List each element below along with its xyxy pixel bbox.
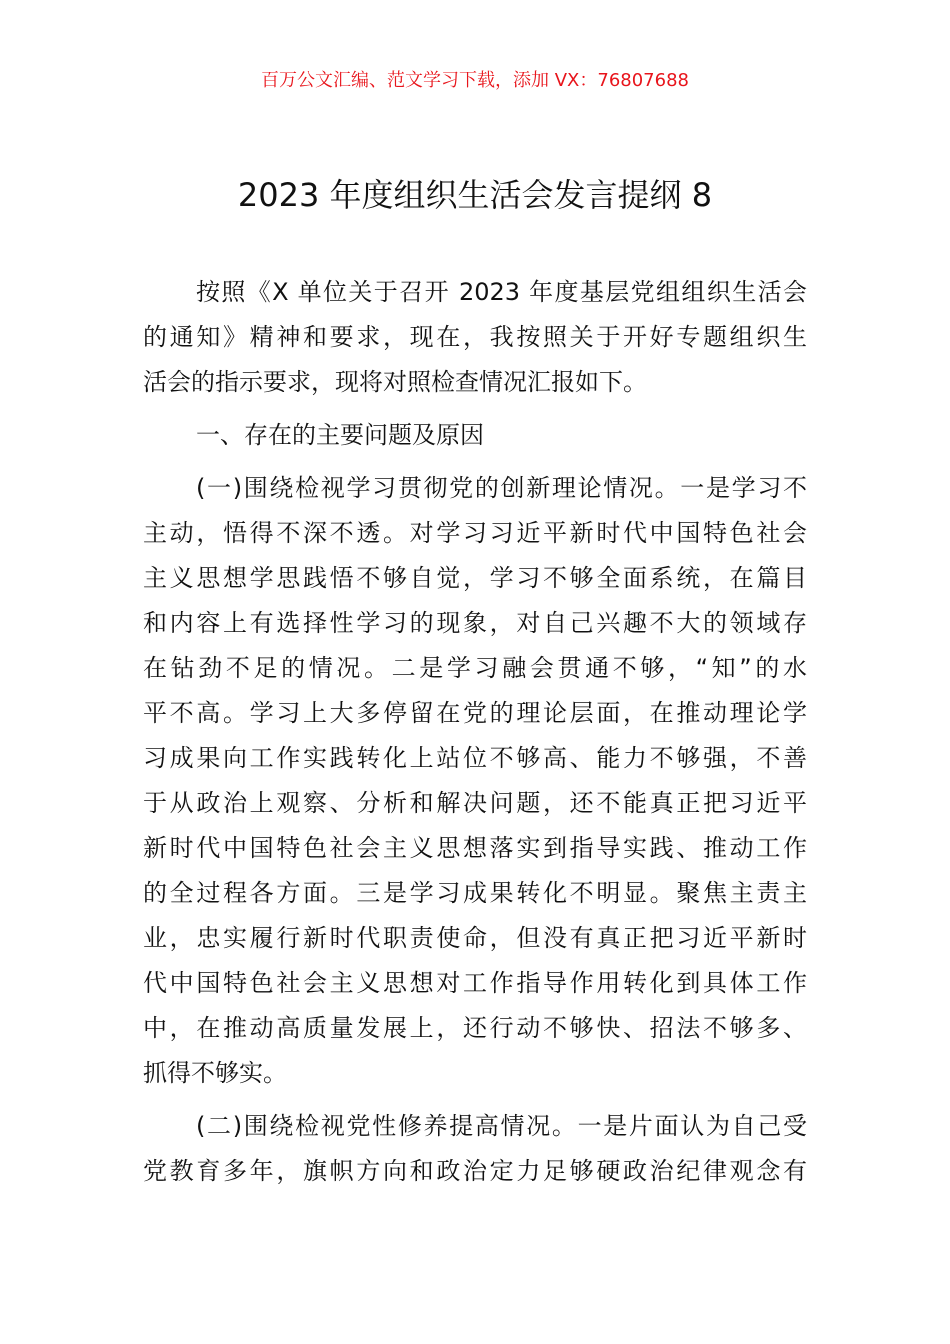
text-line: 按照《X 单位关于召开 2023 年度基层党组组织生活会 bbox=[196, 278, 807, 306]
watermark-banner: 百万公文汇编、范文学习下载，添加 VX：76807688 bbox=[261, 70, 689, 91]
text-line: 新时代中国特色社会主义思想落实到指导实践、推动工作 bbox=[143, 834, 807, 862]
text-line: 和内容上有选择性学习的现象，对自己兴趣不大的领域存 bbox=[143, 609, 807, 637]
text-line: 抓得不够实。 bbox=[143, 1059, 287, 1087]
document-title: 2023 年度组织生活会发言提纲 8 bbox=[237, 176, 713, 214]
paragraph-item-2 bbox=[143, 1104, 807, 1194]
text-line: 于从政治上观察、分析和解决问题，还不能真正把习近平 bbox=[143, 789, 807, 817]
text-line: 的全过程各方面。三是学习成果转化不明显。聚焦主责主 bbox=[143, 879, 807, 907]
text-line: 主义思想学思践悟不够自觉，学习不够全面系统，在篇目 bbox=[143, 564, 807, 592]
text-line: 在钻劲不足的情况。二是学习融会贯通不够，“知”的水 bbox=[143, 654, 807, 682]
text-line: 活会的指示要求，现将对照检查情况汇报如下。 bbox=[143, 368, 647, 396]
text-line: 中，在推动高质量发展上，还行动不够快、招法不够多、 bbox=[143, 1014, 807, 1042]
text-line: (一)围绕检视学习贯彻党的创新理论情况。一是学习不 bbox=[196, 474, 807, 502]
text-line: 业，忠实履行新时代职责使命，但没有真正把习近平新时 bbox=[143, 924, 807, 952]
paragraph-intro bbox=[143, 270, 807, 405]
text-line: 习成果向工作实践转化上站位不够高、能力不够强，不善 bbox=[143, 744, 807, 772]
text-line: (二)围绕检视党性修养提高情况。一是片面认为自己受 bbox=[196, 1112, 807, 1140]
document-body bbox=[143, 270, 807, 1194]
section-heading: 一、存在的主要问题及原因 bbox=[196, 421, 484, 449]
text-line: 平不高。学习上大多停留在党的理论层面，在推动理论学 bbox=[143, 699, 807, 727]
text-line: 代中国特色社会主义思想对工作指导作用转化到具体工作 bbox=[143, 969, 807, 997]
text-line: 主动，悟得不深不透。对学习习近平新时代中国特色社会 bbox=[143, 519, 807, 547]
section-heading-problems bbox=[143, 413, 807, 458]
text-line: 党教育多年，旗帜方向和政治定力足够硬政治纪律观念有 bbox=[143, 1157, 807, 1185]
paragraph-item-1 bbox=[143, 466, 807, 1096]
text-line: 的通知》精神和要求，现在，我按照关于开好专题组织生 bbox=[143, 323, 807, 351]
